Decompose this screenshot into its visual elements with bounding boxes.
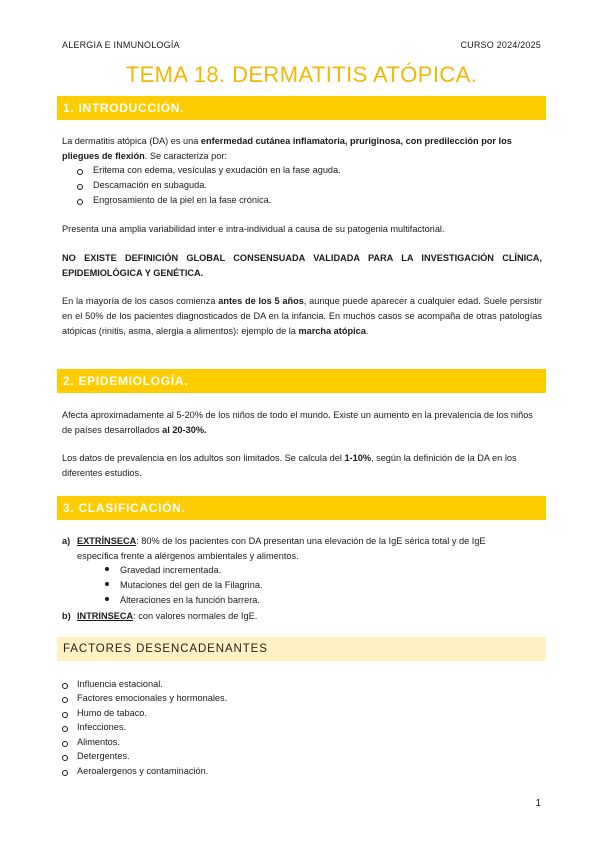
page-title: TEMA 18. DERMATITIS ATÓPICA. <box>125 62 478 87</box>
circle-bullet-icon <box>77 184 83 190</box>
header-course-subject: ALERGIA E INMUNOLOGÍA <box>62 40 180 50</box>
intro-bullet-1: Eritema con edema, vesículas y exudación en la fase aguda. <box>93 165 341 175</box>
intro-bullet-3: Engrosamiento de la piel en la fase crónica. <box>93 195 272 205</box>
clasif-extrinseca-continued: específica frente a alérgenos ambientales y alimentos. <box>77 551 299 561</box>
factor-item-3: Humo de tabaco. <box>77 708 147 718</box>
section-heading-introduccion: 1. INTRODUCCIÓN. <box>57 96 546 120</box>
section-heading-clasificacion: 3. CLASIFICACIÓN. <box>57 496 546 520</box>
list-label-a: a) <box>62 536 71 546</box>
factor-item-4: Infecciones. <box>77 722 127 732</box>
factor-item-7: Aeroalergenos y contaminación. <box>77 766 209 776</box>
extrinseca-bullet-1: Gravedad incrementada. <box>120 565 222 575</box>
circle-bullet-icon <box>62 697 68 703</box>
circle-bullet-icon <box>62 726 68 732</box>
intro-paragraph-definition: La dermatitis atópica (DA) es una enfermedad cutánea inflamatoria, pruriginosa, con predilección por los pliegues de flexión. Se caracteriza por: <box>62 136 512 161</box>
bullet-dot-icon <box>105 597 109 601</box>
circle-bullet-icon <box>62 755 68 761</box>
clasif-extrinseca: EXTRÍNSECA: 80% de los pacientes con DA presentan una elevación de la IgE sérica total y de IgE <box>77 536 486 546</box>
factor-item-6: Detergentes. <box>77 751 130 761</box>
intro-paragraph-variability: Presenta una amplia variabilidad inter e intra-individual a causa de su patogenia multifactorial. <box>62 224 445 234</box>
circle-bullet-icon <box>77 169 83 175</box>
bullet-dot-icon <box>105 582 109 586</box>
intro-bullet-2: Descamación en subaguda. <box>93 180 207 190</box>
factor-item-1: Influencia estacional. <box>77 679 163 689</box>
page-number: 1 <box>535 798 541 809</box>
subsection-heading-factores: FACTORES DESENCADENANTES <box>57 637 546 661</box>
circle-bullet-icon <box>62 683 68 689</box>
circle-bullet-icon <box>62 770 68 776</box>
circle-bullet-icon <box>62 712 68 718</box>
intro-paragraph-no-definition: NO EXISTE DEFINICIÓN GLOBAL CONSENSUADA VALIDADA PARA LA INVESTIGACIÓN CLÍNICA, EPIDEMIOLÓGICA Y GENÉTICA. <box>62 253 542 278</box>
header-course-year: CURSO 2024/2025 <box>460 40 541 50</box>
intro-paragraph-onset: En la mayoría de los casos comienza antes de los 5 años, aunque puede aparecer a cualquier edad. Suele persistir en el 50% de los pacientes diagnosticados de DA en la infancia. En muchos casos se acompaña de otras patologías atópicas (rinitis, asma, alergia a alimentos): ejemplo de la marcha atópica. <box>62 296 543 336</box>
circle-bullet-icon <box>77 199 83 205</box>
extrinseca-bullet-2: Mutaciones del gen de la Filagrina. <box>120 580 263 590</box>
epi-paragraph-prevalence-children: Afecta aproximadamente al 5-20% de los niños de todo el mundo. Existe un aumento en la prevalencia de los niños de países desarrollados al 20-30%. <box>62 410 533 435</box>
circle-bullet-icon <box>62 741 68 747</box>
list-label-b: b) <box>62 611 71 621</box>
extrinseca-bullet-3: Alteraciones en la función barrera. <box>120 595 260 605</box>
factor-item-2: Factores emocionales y hormonales. <box>77 693 228 703</box>
clasif-intrinseca: INTRINSECA: con valores normales de IgE. <box>77 611 258 621</box>
bullet-dot-icon <box>105 567 109 571</box>
epi-paragraph-prevalence-adults: Los datos de prevalencia en los adultos son limitados. Se calcula del 1-10%, según la definición de la DA en los diferentes estudios. <box>62 453 517 478</box>
section-heading-epidemiologia: 2. EPIDEMIOLOGÍA. <box>57 369 546 393</box>
factor-item-5: Alimentos. <box>77 737 120 747</box>
